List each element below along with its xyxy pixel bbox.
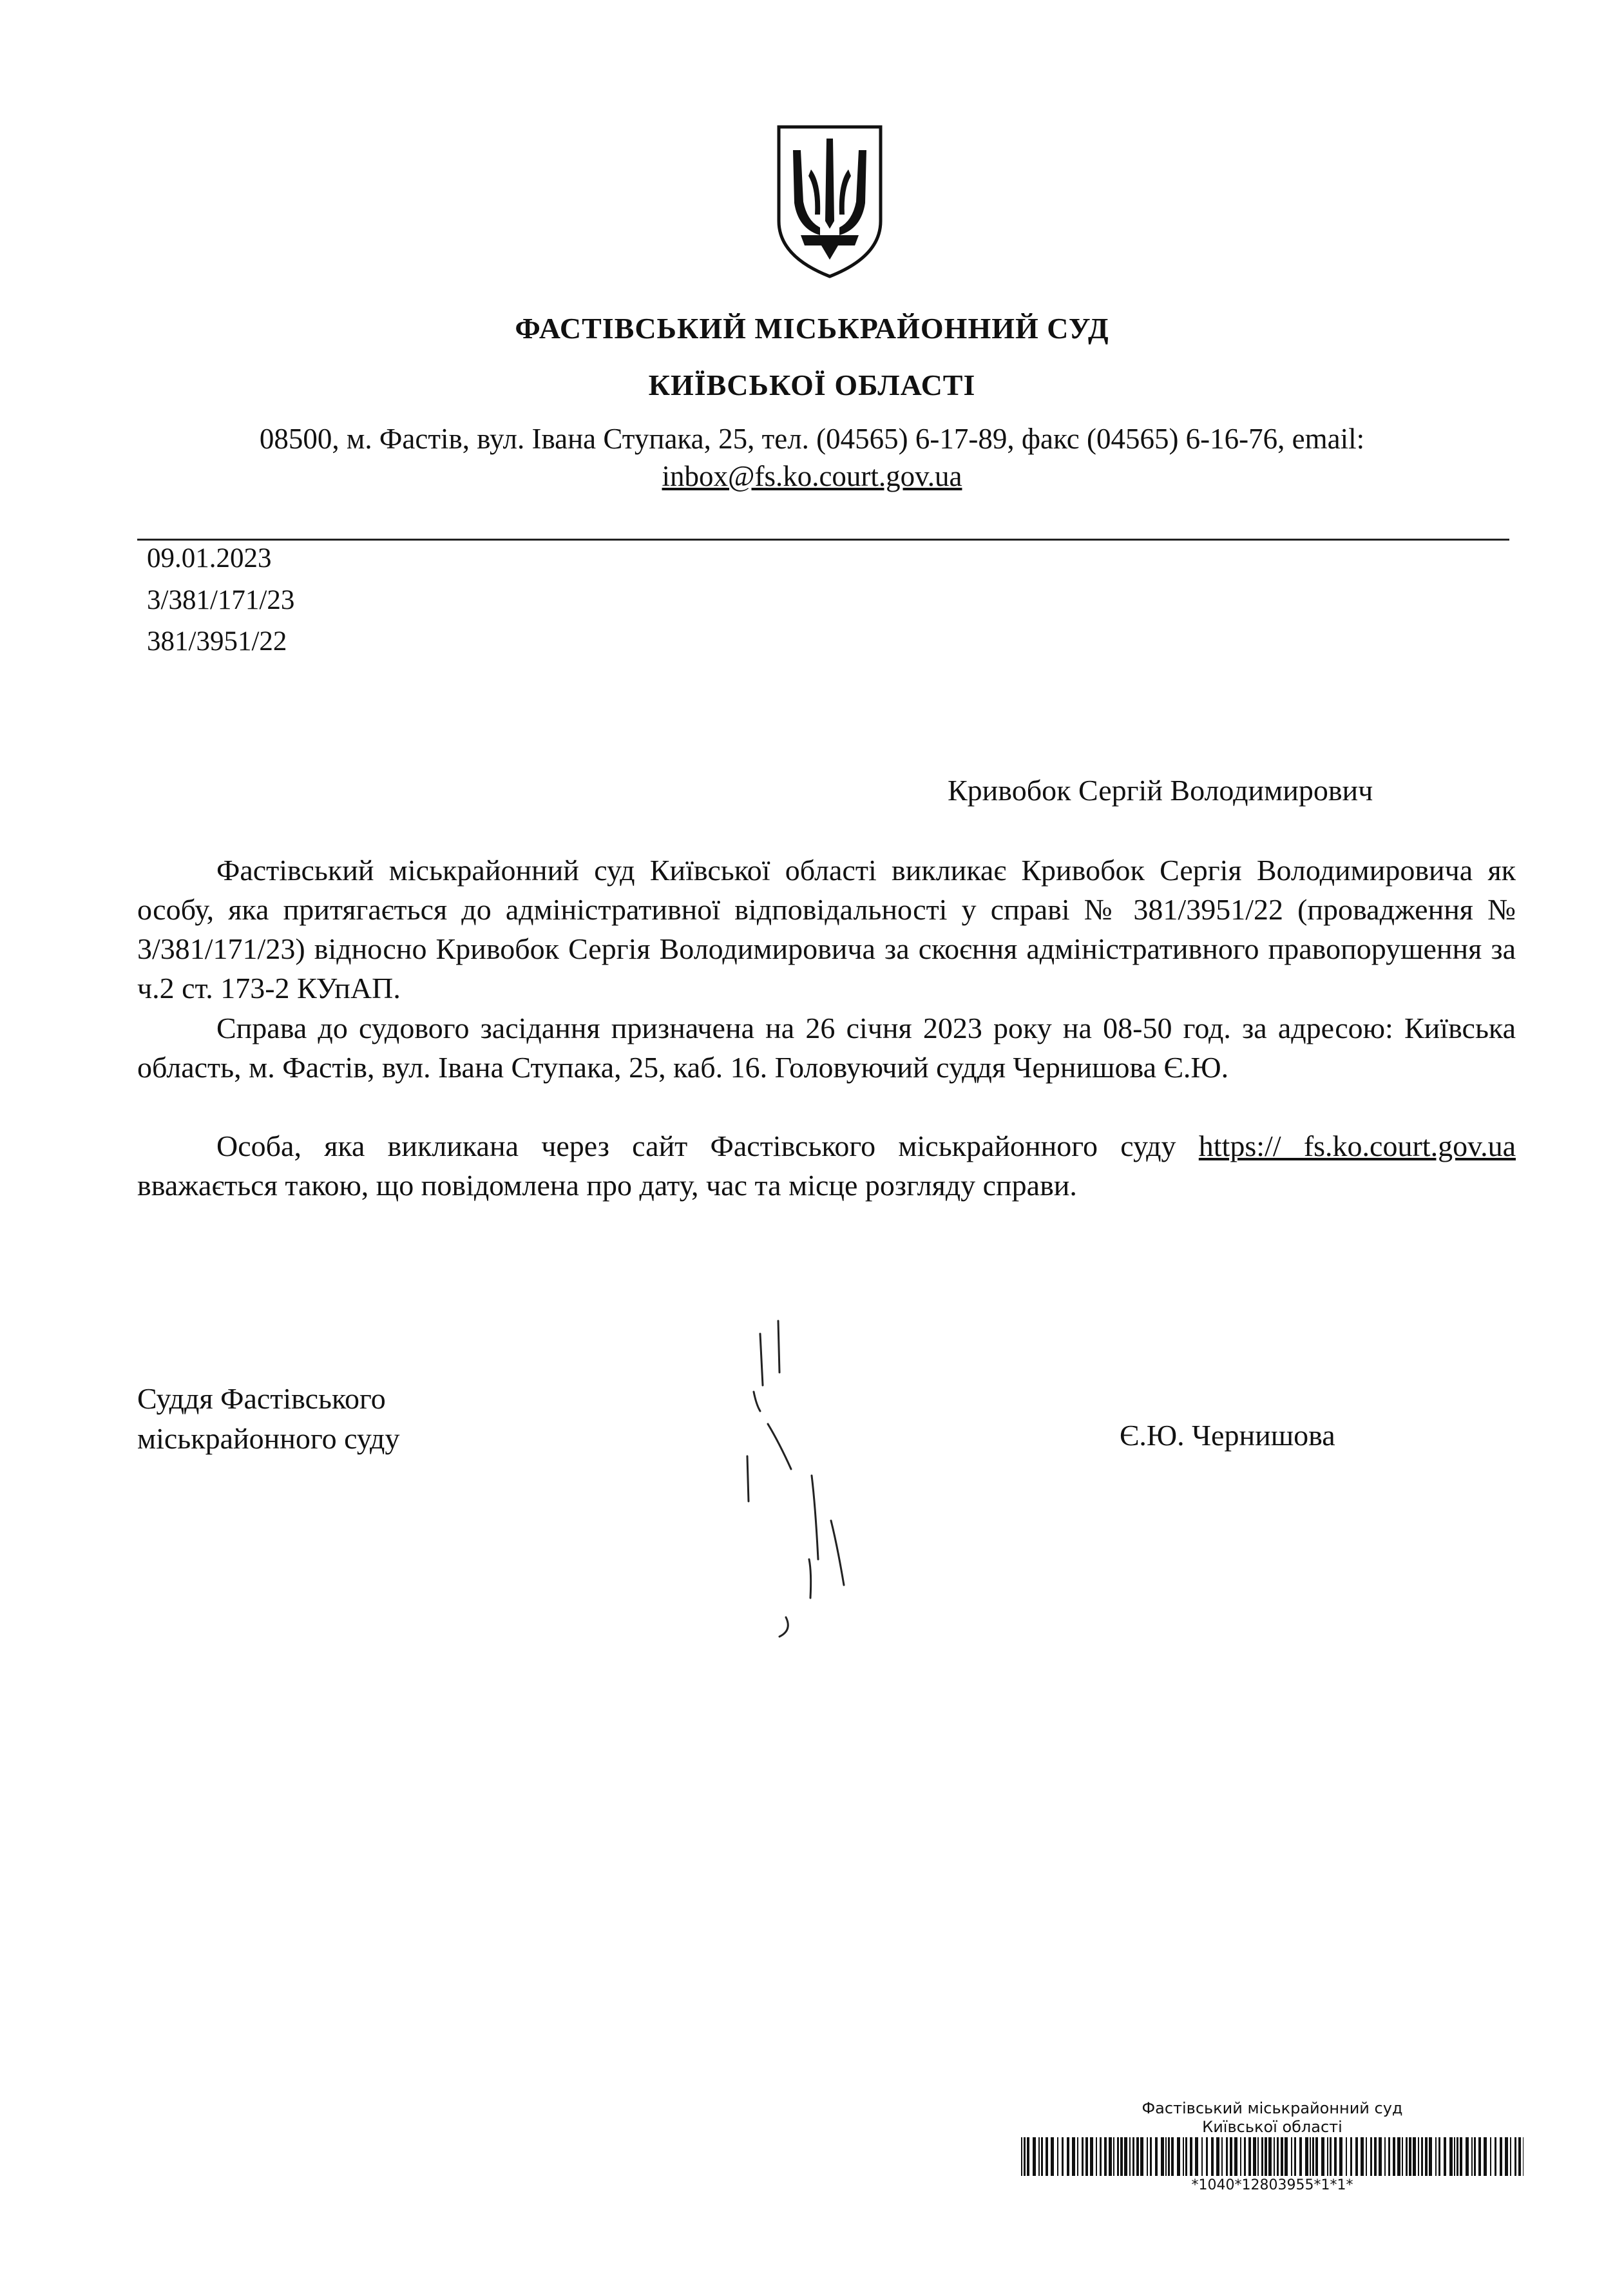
barcode-number: *1040*12803955*1*1* (1191, 2177, 1353, 2193)
signatory-title-line1: Суддя Фастівського (137, 1382, 386, 1415)
header-divider (137, 539, 1509, 541)
body-paragraph-hearing: Справа до судового засідання призначена на 26 січня 2023 року на 08-50 год. за адресою: Київська область, м. Фастів, вул. Івана Ступака, 25, каб. 16. Головуючий суддя Чернишова Є.Ю. (137, 1012, 1516, 1084)
court-name-line2: КИЇВСЬКОЇ ОБЛАСТІ (648, 369, 976, 401)
signatory-name: Є.Ю. Чернишова (1120, 1419, 1335, 1452)
handwritten-signature (734, 1314, 876, 1649)
court-name-line1: ФАСТІВСЬКИЙ МІСЬКРАЙОННИЙ СУД (515, 312, 1109, 345)
court-email-link[interactable]: inbox@fs.ko.court.gov.ua (662, 460, 962, 492)
signatory-title (137, 1379, 399, 1459)
barcode-court-line1: Фастівський міськрайонний суд (1142, 2099, 1403, 2117)
body-paragraph-notice (137, 1126, 1516, 1205)
barcode-icon (1021, 2137, 1524, 2176)
court-website-link[interactable]: https:// fs.ko.court.gov.ua (1198, 1130, 1516, 1162)
registration-stamp (1021, 2099, 1524, 2253)
notice-text-after: вважається такою, що повідомлена про дату, час та місце розгляду справи. (137, 1169, 1077, 1202)
barcode-court-line2: Київської області (1202, 2118, 1342, 2136)
body-paragraph-summons: Фастівський міськрайонний суд Київської області викликає Кривобок Сергія Володимировича як особу, яка притягається до адміністративної відповідальності у справі № 381/3951/22 (провадження № 3/381/171/23) відносно Кривобок Сергія Володимировича за скоєння адміністративного правопорушення за ч.2 ст. 173-2 КУпАП. (137, 854, 1516, 1005)
signatory-title-line2: міськрайонного суду (137, 1422, 400, 1455)
trident-coat-of-arms-icon (775, 124, 884, 279)
court-email-line (0, 459, 1624, 493)
case-number: 381/3951/22 (147, 626, 287, 657)
addressee-name: Кривобок Сергій Володимирович (948, 774, 1373, 807)
proceeding-number: 3/381/171/23 (147, 585, 295, 615)
document-date: 09.01.2023 (147, 543, 272, 573)
notice-text-before: Особа, яка викликана через сайт Фастівського міськрайонного суду (216, 1130, 1199, 1162)
court-address: 08500, м. Фастів, вул. Івана Ступака, 25, тел. (04565) 6-17-89, факс (04565) 6-16-76, email: (259, 423, 1365, 455)
